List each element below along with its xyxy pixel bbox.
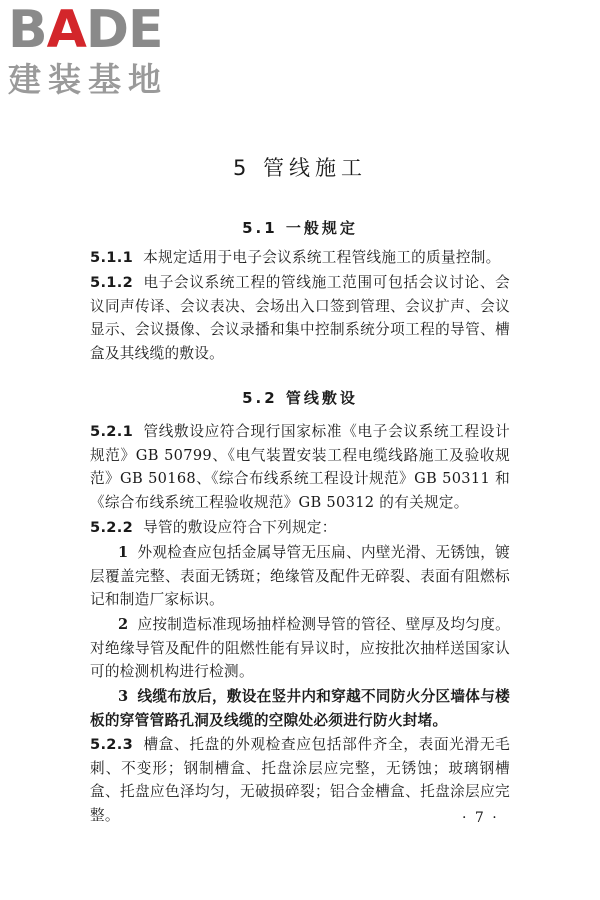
clause-5-2-1 [90, 420, 510, 514]
item-number: 2 [118, 616, 129, 633]
clause-number: 5.1.2 [90, 274, 134, 291]
clause-number: 5.2.2 [90, 519, 134, 536]
list-item-2 [90, 613, 510, 684]
clause-number: 5.2.1 [90, 423, 134, 440]
list-item-1 [90, 541, 510, 612]
clause-number: 5.1.1 [90, 249, 134, 266]
item-number: 1 [118, 544, 129, 561]
logo-letters-de: DE [85, 0, 163, 60]
clause-5-2-3 [90, 733, 510, 827]
section-title-5-2: 5.2 管线敷设 [242, 389, 358, 407]
logo-letter-b: B [8, 0, 47, 60]
clause-5-1-1 [90, 246, 510, 270]
section-title-5-1: 5.1 一般规定 [242, 219, 358, 237]
item-number: 3 [118, 688, 129, 705]
list-item-3 [90, 685, 510, 732]
chapter-title: 5 管线施工 [232, 156, 368, 180]
clause-text: 管线敷设应符合现行国家标准《电子会议系统工程设计规范》GB 50799、《电气装置安装工程电缆线路施工及验收规范》GB 50168、《综合布线系统工程设计规范》GB 50311 和《综合布线系统工程验收规范》GB 50312 的有关规定。 [90, 423, 510, 511]
bade-logo [8, 0, 183, 99]
logo-subtitle: 建装基地 [8, 60, 168, 99]
clause-text: 槽盒、托盘的外观检查应包括部件齐全，表面光滑无毛刺、不变形；钢制槽盒、托盘涂层应完整，无锈蚀；玻璃钢槽盒、托盘应色泽均匀，无破损碎裂；铝合金槽盒、托盘涂层应完整。 [90, 736, 510, 824]
clause-5-2-2 [90, 516, 510, 540]
item-text: 应按制造标准现场抽样检测导管的管径、壁厚及均匀度。对绝缘导管及配件的阻燃性能有异议时，应按批次抽样送国家认可的检测机构进行检测。 [90, 616, 510, 680]
clause-text: 导管的敷设应符合下列规定： [143, 519, 337, 536]
clause-text: 本规定适用于电子会议系统工程管线施工的质量控制。 [143, 249, 501, 266]
page-number: · 7 · [462, 810, 499, 826]
clause-text: 电子会议系统工程的管线施工范围可包括会议讨论、会议同声传译、会议表决、会场出入口签到管理、会议扩声、会议显示、会议摄像、会议录播和集中控制系统分项工程的导管、槽盒及其线缆的敷设。 [90, 274, 510, 362]
logo-letter-a-accent: A [46, 0, 86, 60]
clause-number: 5.2.3 [90, 736, 134, 753]
item-text: 外观检查应包括金属导管无压扁、内壁光滑、无锈蚀，镀层覆盖完整、表面无锈斑；绝缘管及配件无碎裂、表面有阻燃标记和制造厂家标识。 [90, 544, 510, 608]
item-text: 线缆布放后，敷设在竖井内和穿越不同防火分区墙体与楼板的穿管管路孔洞及线缆的空隙处必须进行防火封堵。 [90, 688, 510, 729]
logo-wordmark [8, 0, 183, 60]
clause-5-1-2 [90, 271, 510, 365]
